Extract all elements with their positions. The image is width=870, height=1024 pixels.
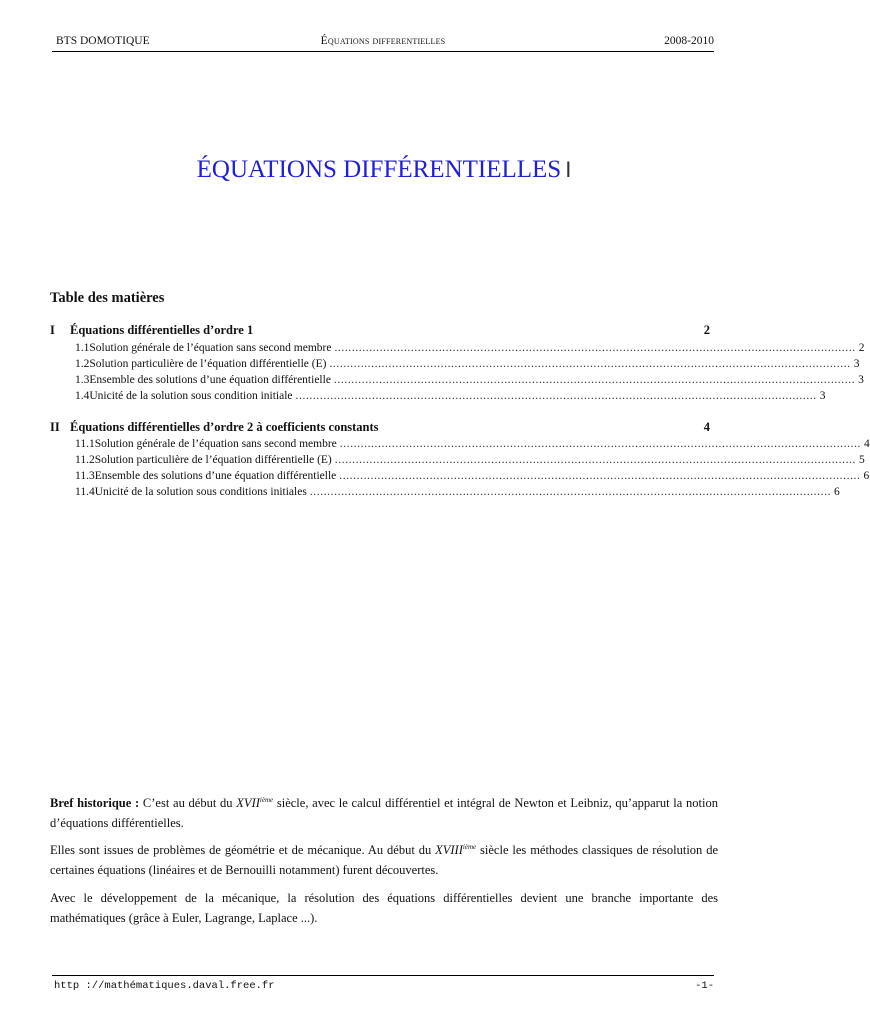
toc-item-label: Unicité de la solution sous conditions initiales	[94, 486, 307, 498]
toc-part-number: II	[50, 420, 60, 434]
toc-heading: Table des matières	[50, 290, 165, 306]
toc-item-page: 6	[863, 470, 870, 482]
toc-leader-dots: ......................................................................................................................................................	[295, 390, 817, 402]
toc-item-label: Solution générale de l’équation sans second membre	[94, 438, 337, 450]
historique-paragraph-1	[50, 793, 718, 833]
century-suffix: ième	[462, 842, 477, 851]
title-bar: I	[565, 157, 572, 182]
toc-item-page: 5	[859, 454, 865, 466]
century-numeral: XVIII	[435, 843, 463, 857]
toc-part-label: Équations différentielles d’ordre 1	[70, 323, 254, 337]
text-run: Avec le développement de la mécanique, la résolution des équations différentielles devient une branche importante des mathématiques (grâce à Euler, Lagrange, Laplace ...).	[50, 891, 718, 925]
toc-item-number: 11.3	[75, 470, 95, 482]
toc-leader-dots: ......................................................................................................................................................	[329, 358, 851, 370]
toc-item[interactable]	[75, 437, 870, 452]
header-right: 2008-2010	[664, 35, 714, 47]
text-run: C’est au début du	[142, 796, 233, 810]
toc-item-page: 3	[858, 374, 864, 386]
toc-leader-dots: ......................................................................................................................................................	[339, 438, 862, 450]
toc-part-2[interactable]	[50, 420, 710, 437]
toc-leader-dots: ......................................................................................................................................................	[334, 342, 856, 354]
toc-part-label: Équations différentielles d’ordre 2 à coefficients constants	[70, 420, 379, 434]
text-run: Elles sont issues de problèmes de géométrie et de mécanique. Au début du	[50, 843, 432, 857]
toc-item[interactable]	[75, 485, 840, 500]
toc-leader-dots: ......................................................................................................................................................	[339, 470, 861, 482]
toc-item-page: 6	[834, 486, 840, 498]
toc-leader-dots: ......................................................................................................................................................	[334, 454, 857, 466]
toc-item[interactable]	[75, 357, 860, 372]
text-run: siècle les méthodes classiques de résolution de certaines équations (linéaires et de Bernouilli notamment) furent découvertes.	[50, 843, 719, 877]
text-run: siècle, avec le calcul différentiel et intégral de Newton et Leibniz, qu’apparut la notion d’équations différentielles.	[50, 796, 718, 830]
toc-item[interactable]	[75, 453, 865, 468]
toc-item[interactable]	[75, 469, 870, 484]
header-left: BTS DOMOTIQUE	[56, 35, 150, 47]
toc-item-label: Solution particulière de l’équation différentielle (E)	[94, 454, 332, 466]
century-suffix: ième	[259, 795, 274, 804]
toc-item-number: 11.4	[75, 486, 95, 498]
page-number: -1-	[695, 980, 714, 992]
toc-leader-dots: ......................................................................................................................................................	[333, 374, 856, 386]
document-title	[0, 156, 768, 184]
century-numeral: XVII	[236, 796, 260, 810]
toc-leader-dots: ......................................................................................................................................................	[309, 486, 832, 498]
toc-item-label: Solution générale de l’équation sans second membre	[89, 342, 332, 354]
toc-item-number: 11.2	[75, 454, 95, 466]
toc-item-label: Solution particulière de l’équation différentielle (E)	[89, 358, 327, 370]
toc-part-page: 2	[703, 323, 710, 337]
toc-item-number: 1.2	[75, 358, 90, 370]
footer-url[interactable]: http ://mathématiques.daval.free.fr	[54, 980, 275, 992]
toc-item-number: 11.1	[75, 438, 95, 450]
toc-item-label: Ensemble des solutions d’une équation différentielle	[94, 470, 337, 482]
toc-item[interactable]	[75, 389, 826, 404]
title-text: ÉQUATIONS DIFFÉRENTIELLES	[196, 156, 562, 183]
toc-part-page: 4	[703, 420, 710, 434]
toc-item-label: Ensemble des solutions d’une équation différentielle	[89, 374, 331, 386]
toc-part-1[interactable]	[50, 323, 710, 340]
toc-item-page: 3	[819, 390, 826, 402]
historique-label: Bref historique :	[50, 796, 140, 810]
page-header	[52, 33, 714, 51]
toc-item-label: Unicité de la solution sous condition initiale	[89, 390, 293, 402]
toc-item-page: 2	[858, 342, 865, 354]
historique-paragraph-3	[50, 888, 718, 928]
toc-item-page: 4	[864, 438, 870, 450]
toc-part-number: I	[50, 323, 55, 337]
toc-item-number: 1.4	[75, 390, 90, 402]
header-rule	[52, 51, 714, 52]
historique-paragraph-2	[50, 840, 718, 880]
toc-item-number: 1.1	[75, 342, 90, 354]
toc-item[interactable]	[75, 341, 865, 356]
toc-item-page: 3	[853, 358, 860, 370]
footer-rule	[52, 975, 714, 976]
toc-item-number: 1.3	[75, 374, 90, 386]
toc-item[interactable]	[75, 373, 864, 388]
header-center: Équations differentielles	[320, 35, 446, 47]
